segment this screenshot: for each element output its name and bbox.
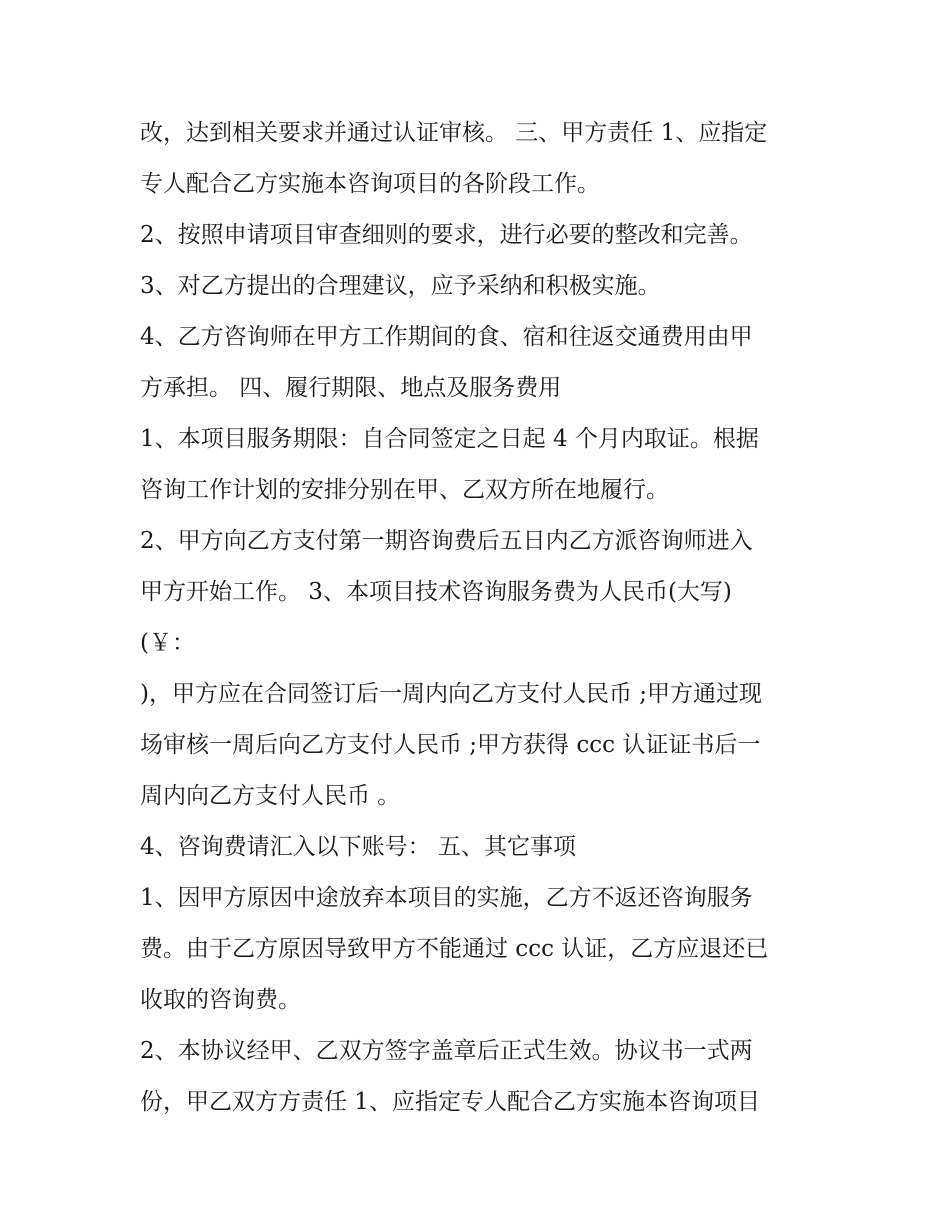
text-line: 2、甲方向乙方支付第一期咨询费后五日内乙方派咨询师进入 [140, 528, 753, 554]
text-line: 费。由于乙方原因导致甲方不能通过 ccc 认证，乙方应退还已 [140, 936, 769, 962]
text-line: )，甲方应在合同签订后一周内向乙方支付人民币 ;甲方通过现 [140, 681, 763, 707]
text-line: 4、乙方咨询师在甲方工作期间的食、宿和往返交通费用由甲 [140, 324, 753, 350]
text-line: 4、咨询费请汇入以下账号： 五、其它事项 [140, 834, 576, 860]
text-line: 2、按照申请项目审查细则的要求，进行必要的整改和完善。 [140, 222, 753, 248]
text-line: (￥： [140, 630, 195, 656]
text-line: 份，甲乙双方方责任 1、应指定专人配合乙方实施本咨询项目 [140, 1089, 760, 1115]
text-line: 1、本项目服务期限：自合同签定之日起 4 个月内取证。根据 [140, 426, 759, 452]
text-line: 周内向乙方支付人民币 。 [140, 783, 401, 809]
text-line: 2、本协议经甲、乙双方签字盖章后正式生效。协议书一式两 [140, 1038, 753, 1064]
text-line: 专人配合乙方实施本咨询项目的各阶段工作。 [140, 171, 600, 197]
contract-body-text [140, 108, 820, 1128]
text-line: 甲方开始工作。 3、本项目技术咨询服务费为人民币(大写) [140, 579, 732, 605]
text-line: 方承担。 四、履行期限、地点及服务费用 [140, 375, 562, 401]
text-line: 收取的咨询费。 [140, 987, 301, 1013]
text-line: 场审核一周后向乙方支付人民币 ;甲方获得 ccc 认证证书后一 [140, 732, 761, 758]
text-line: 3、对乙方提出的合理建议，应予采纳和积极实施。 [140, 273, 661, 299]
text-line: 咨询工作计划的安排分别在甲、乙双方所在地履行。 [140, 477, 669, 503]
text-line: 1、因甲方原因中途放弃本项目的实施，乙方不返还咨询服务 [140, 885, 753, 911]
text-line: 改，达到相关要求并通过认证审核。 三、甲方责任 1、应指定 [140, 120, 768, 146]
